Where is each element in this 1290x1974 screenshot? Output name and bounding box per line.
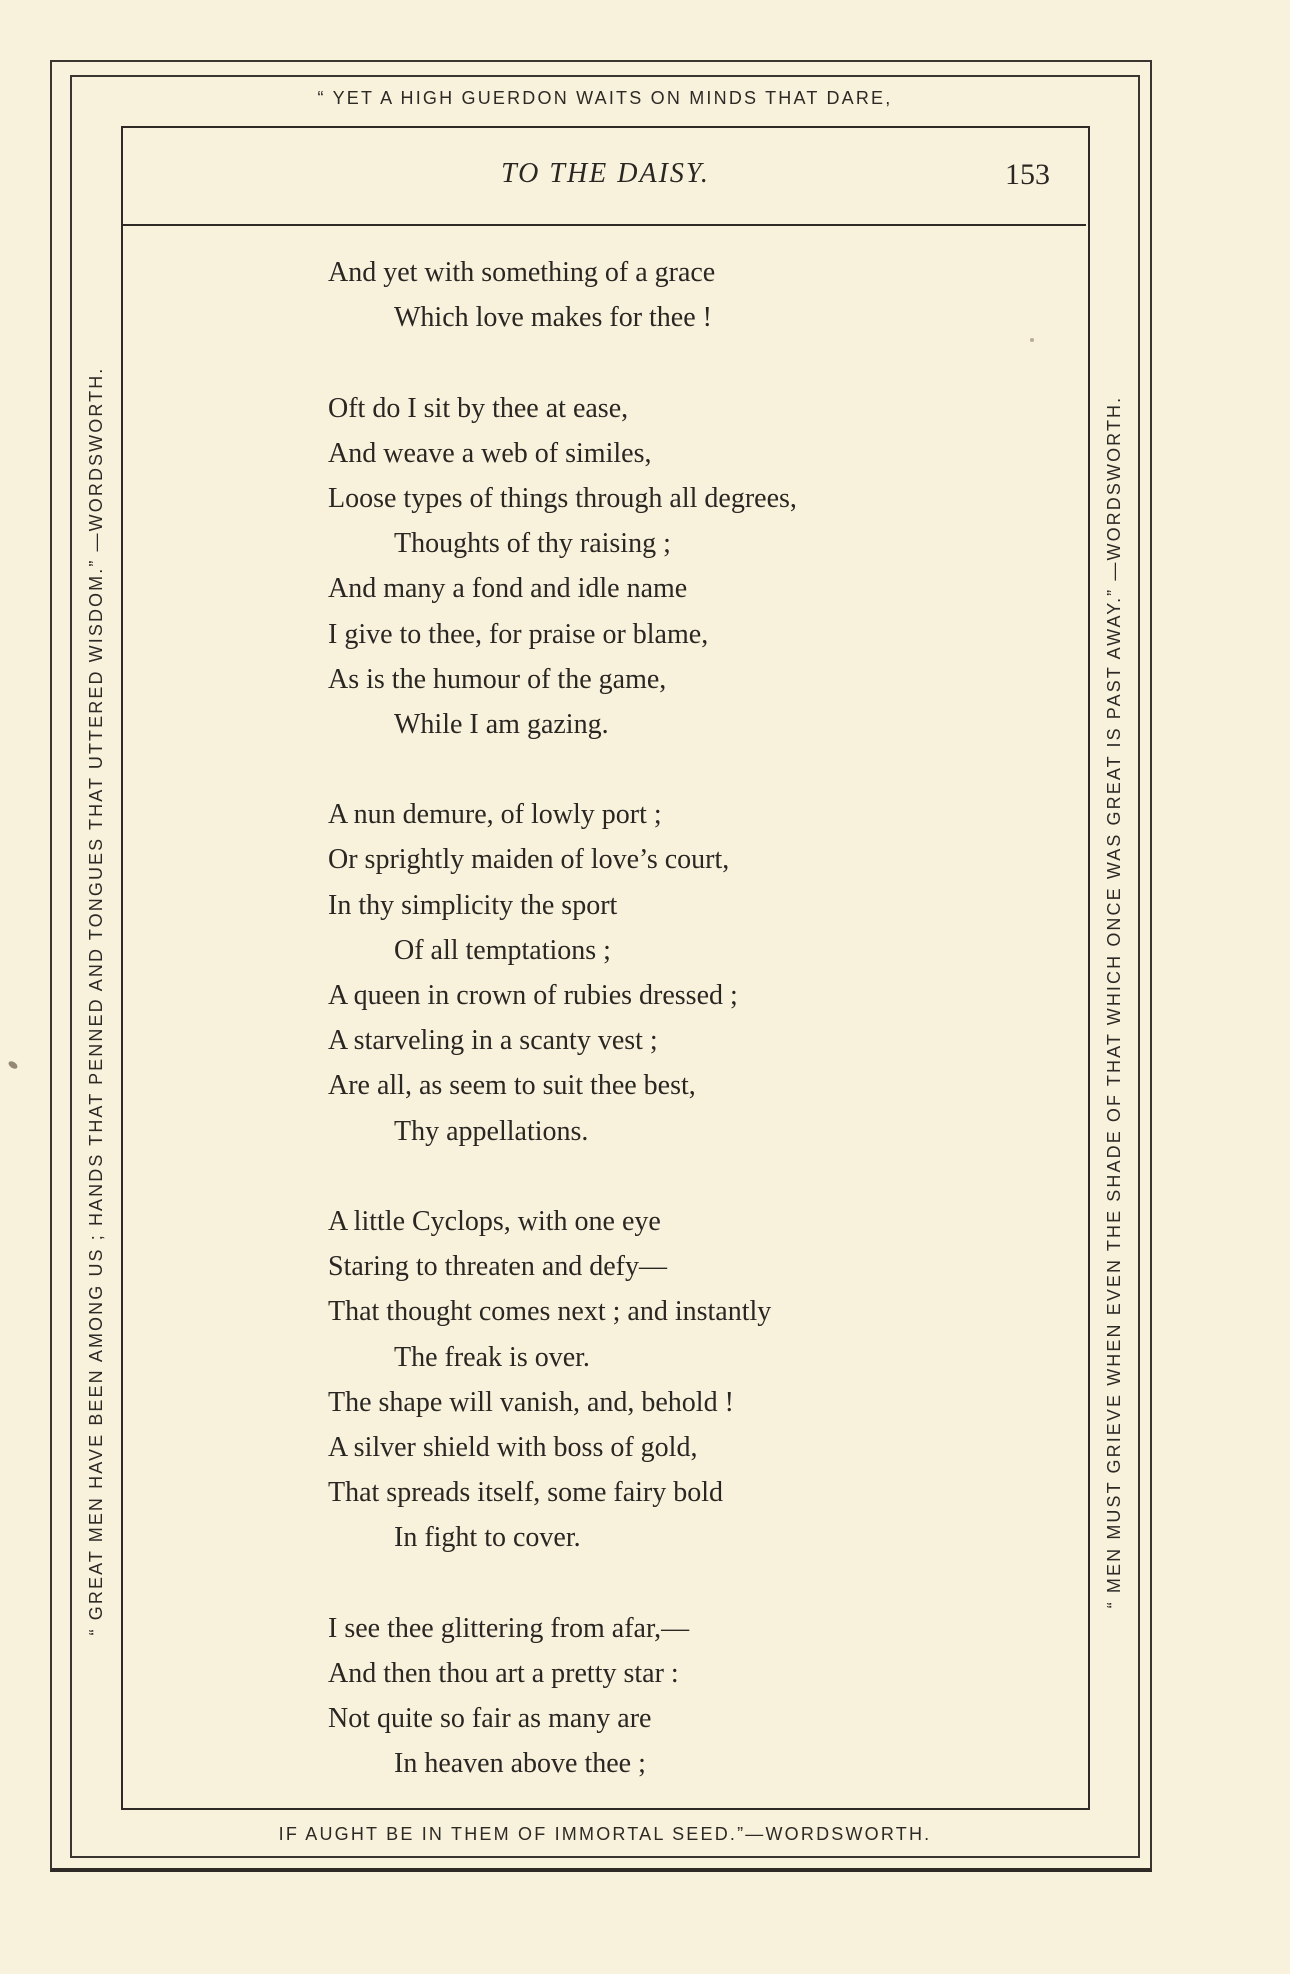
poem-line: The freak is over. — [394, 1341, 590, 1373]
poem-line: And weave a web of similes, — [328, 437, 652, 469]
poem-line: Are all, as seem to suit thee best, — [328, 1070, 696, 1102]
border-quote-bottom: IF AUGHT BE IN THEM OF IMMORTAL SEED.”—WORDSWORTH. — [278, 1824, 932, 1844]
poem-line: In heaven above thee ; — [394, 1748, 646, 1780]
poem-line: A little Cyclops, with one eye — [328, 1205, 661, 1237]
header-rule — [121, 224, 1086, 226]
poem-body — [328, 250, 1068, 1786]
poem-line: And many a fond and idle name — [328, 573, 688, 605]
poem-line: That spreads itself, some fairy bold — [328, 1477, 724, 1509]
poem-line: Oft do I sit by thee at ease, — [328, 392, 629, 424]
stanza — [328, 1606, 1068, 1787]
poem-line: A silver shield with boss of gold, — [328, 1431, 698, 1463]
poem-line: As is the humour of the game, — [328, 663, 667, 695]
poem-line: Not quite so fair as many are — [328, 1703, 652, 1734]
border-quote-right: “ MEN MUST GRIEVE WHEN EVEN THE SHADE OF THAT WHICH ONCE WAS GREAT IS PAST AWAY.” —WORDSWORTH. — [1104, 395, 1124, 1609]
poem-line: Or sprightly maiden of love’s court, — [328, 844, 730, 876]
poem-line: That thought comes next ; and instantly — [328, 1296, 772, 1328]
poem-line: A nun demure, of lowly port ; — [328, 799, 662, 831]
poem-line: The shape will vanish, and, behold ! — [328, 1386, 734, 1418]
poem-line: In thy simplicity the sport — [328, 889, 618, 921]
poem-line: And then thou art a pretty star : — [328, 1657, 679, 1689]
border-quote-top: “ YET A HIGH GUERDON WAITS ON MINDS THAT DARE, — [317, 88, 893, 108]
poem-line: Of all temptations ; — [394, 934, 611, 966]
poem-line: Staring to threaten and defy— — [328, 1251, 668, 1283]
stanza — [328, 386, 1068, 748]
poem-line: I give to thee, for praise or blame, — [328, 618, 709, 650]
poem-line: Thoughts of thy raising ; — [394, 528, 671, 560]
running-title: TO THE DAISY. — [501, 158, 710, 189]
poem-line: A queen in crown of rubies dressed ; — [328, 980, 738, 1011]
poem-line: In fight to cover. — [394, 1522, 581, 1554]
poem-line: Thy appellations. — [394, 1115, 589, 1147]
page-number: 153 — [1005, 158, 1050, 191]
poem-line: I see thee glittering from afar,— — [328, 1612, 690, 1644]
poem-line: A starveling in a scanty vest ; — [328, 1025, 658, 1057]
stanza — [328, 1199, 1068, 1561]
poem-line: While I am gazing. — [394, 708, 609, 740]
poem-line: And yet with something of a grace — [328, 257, 716, 288]
paper-blemish — [1030, 338, 1034, 342]
stanza — [328, 250, 1068, 340]
border-quote-left: “ GREAT MEN HAVE BEEN AMONG US ; HANDS THAT PENNED AND TONGUES THAT UTTERED WISDOM.” —WORDSWORTH. — [86, 366, 106, 1636]
paper-blemish — [7, 1060, 19, 1071]
stanza — [328, 792, 1068, 1154]
poem-line: Loose types of things through all degrees, — [328, 482, 797, 514]
poem-line: Which love makes for thee ! — [394, 302, 712, 334]
